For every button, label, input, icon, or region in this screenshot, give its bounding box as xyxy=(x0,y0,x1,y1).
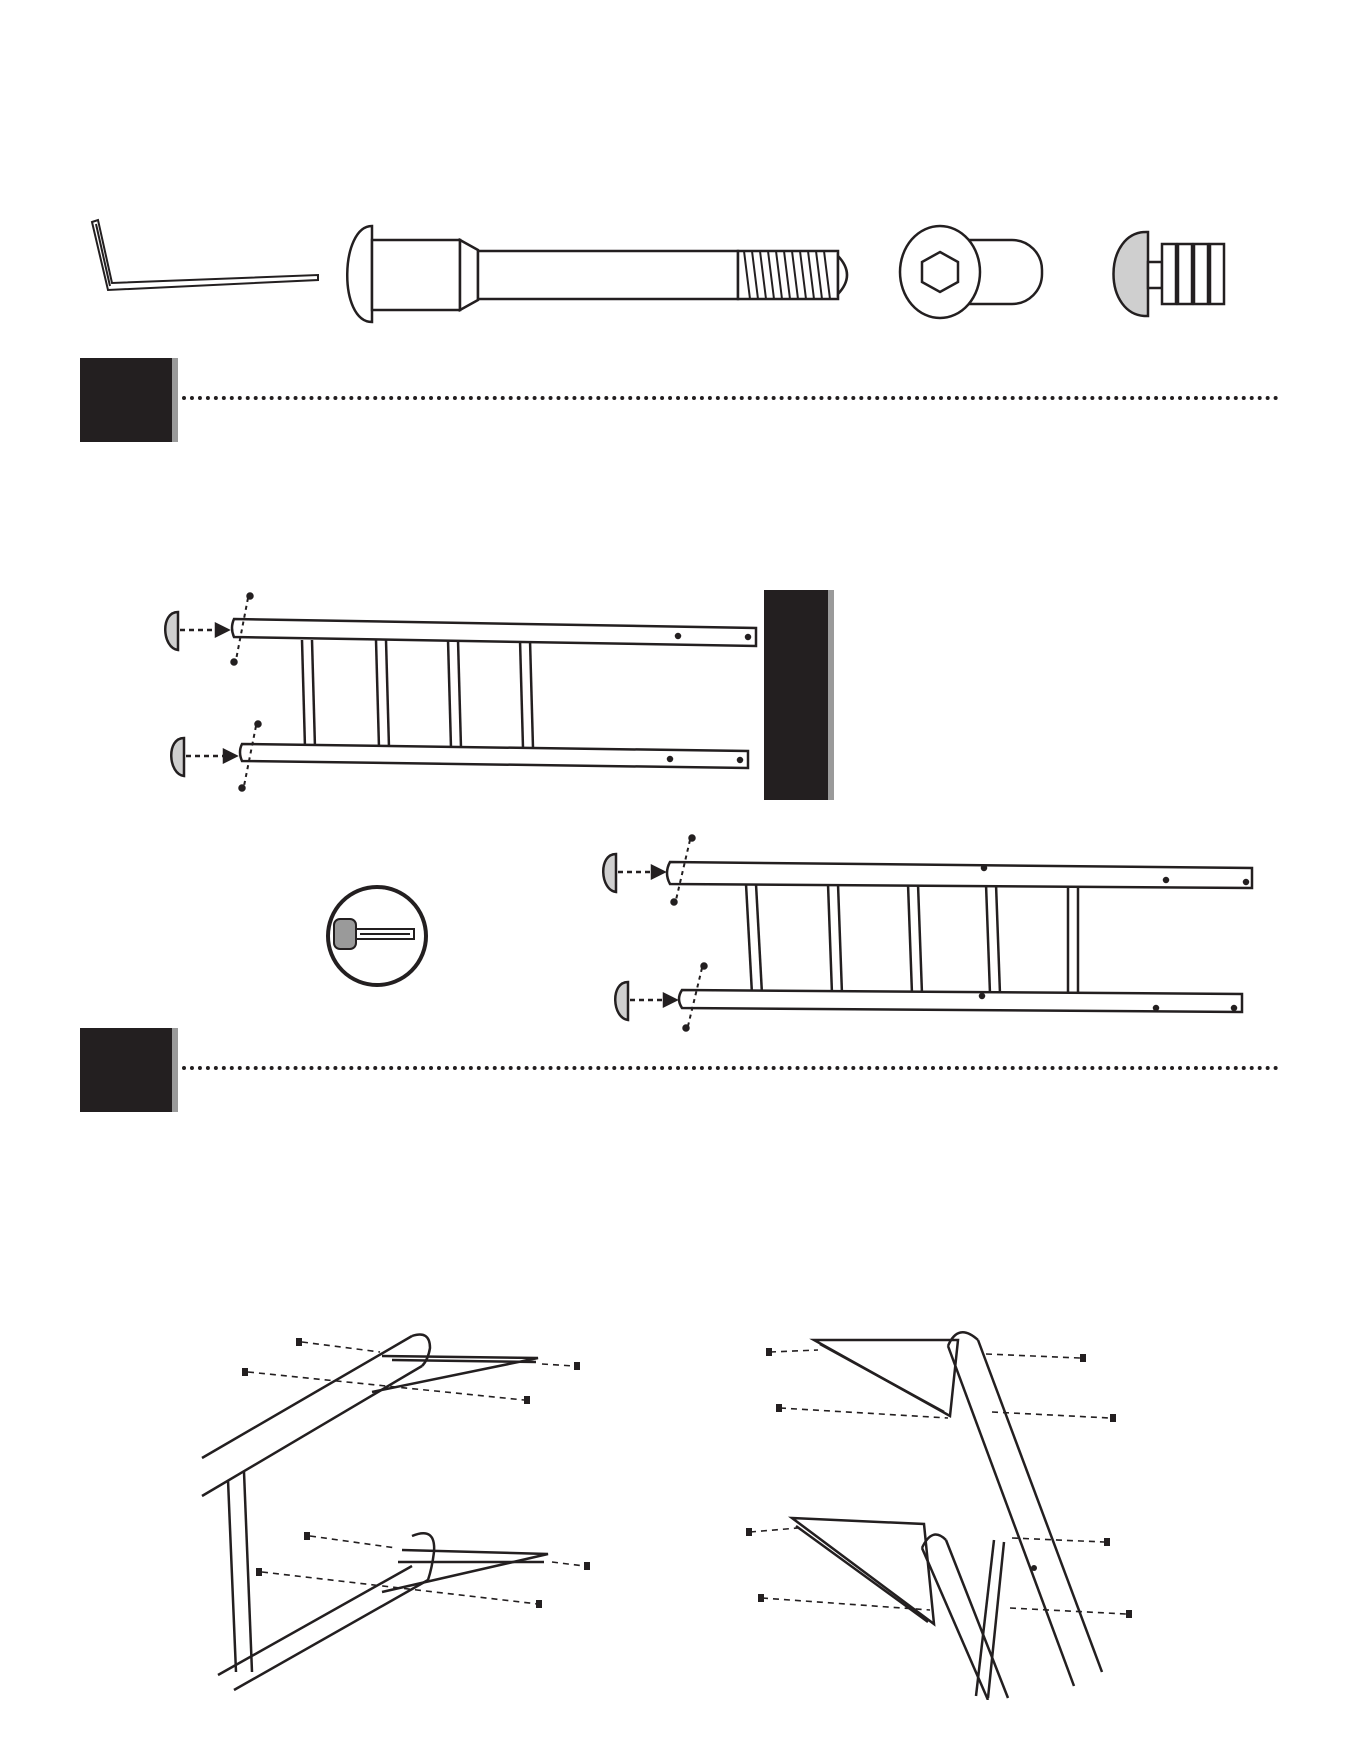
step-divider xyxy=(182,1066,1279,1070)
mallet-icon xyxy=(330,889,424,983)
assembly-left xyxy=(202,1335,590,1691)
ladder-rail-top xyxy=(232,619,756,646)
ladder-rail-bottom xyxy=(240,744,748,768)
ladder-a xyxy=(232,619,756,768)
ladder-rail-top xyxy=(667,862,1252,888)
ladder-b xyxy=(667,862,1252,1012)
bracket-assembly xyxy=(0,1300,1361,1700)
step-number xyxy=(80,1028,172,1112)
step-badge-2 xyxy=(80,1028,172,1112)
tool-callout xyxy=(326,885,428,987)
assembly-right xyxy=(746,1332,1132,1700)
